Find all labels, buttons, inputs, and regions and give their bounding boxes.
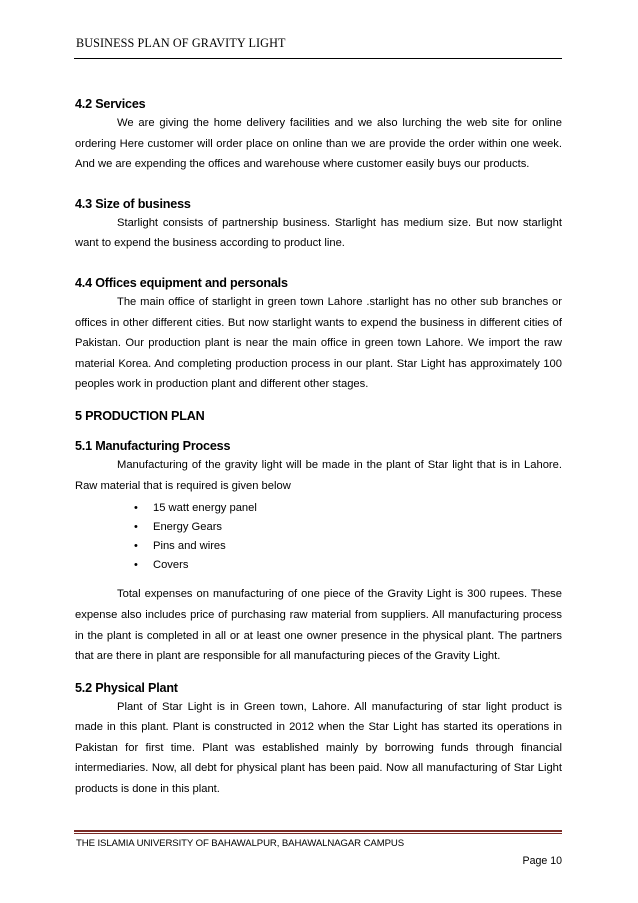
raw-material-list bbox=[75, 499, 562, 574]
list-item-label: Pins and wires bbox=[153, 539, 226, 552]
section-paragraph: Manufacturing of the gravity light will be made in the plant of Star light that is in Lahore. Raw material that is required is given below bbox=[75, 458, 562, 492]
footer-institution: THE ISLAMIA UNIVERSITY OF BAHAWALPUR, BAHAWALNAGAR CAMPUS bbox=[76, 838, 405, 849]
section-heading: 5.1 Manufacturing Process bbox=[75, 438, 231, 453]
list-item-label: Covers bbox=[153, 558, 189, 571]
running-header: BUSINESS PLAN OF GRAVITY LIGHT bbox=[76, 36, 286, 50]
bullet-icon: • bbox=[134, 502, 138, 515]
list-item bbox=[134, 556, 562, 575]
bullet-icon: • bbox=[134, 558, 138, 571]
page-number-value: 10 bbox=[550, 855, 562, 867]
chapter-heading: 5 PRODUCTION PLAN bbox=[75, 408, 205, 423]
section-offices-equipment bbox=[75, 274, 562, 395]
section-paragraph: Total expenses on manufacturing of one piece of the Gravity Light is 300 rupees. These expense also includes price of purchasing raw material from suppliers. All manufacturing process in the plant is completed in all or at least one owner presence in the physical plant. The partners that are there in plant are responsible for all manufacturing pieces of the Gravity Light. bbox=[75, 588, 562, 663]
footer-rule-thin bbox=[74, 833, 562, 834]
section-heading: 5.2 Physical Plant bbox=[75, 680, 178, 695]
bullet-icon: • bbox=[134, 520, 138, 533]
footer-rule bbox=[74, 830, 562, 832]
list-item bbox=[134, 499, 562, 518]
bullet-icon: • bbox=[134, 539, 138, 552]
list-item bbox=[134, 518, 562, 537]
section-size-of-business bbox=[75, 195, 562, 254]
section-paragraph: Starlight consists of partnership business. Starlight has medium size. But now starlight want to expend the business according to product line. bbox=[75, 216, 562, 250]
section-heading: 4.3 Size of business bbox=[75, 196, 191, 211]
section-physical-plant bbox=[75, 679, 562, 800]
section-paragraph: We are giving the home delivery facilities and we also lurching the web site for online ordering Here customer will order place on online than we are provide the order within one week. And we are expending the offices and warehouse where customer easily buys our products. bbox=[75, 117, 562, 171]
section-manufacturing-process bbox=[75, 437, 562, 667]
section-paragraph: Plant of Star Light is in Green town, Lahore. All manufacturing of star light product is made in this plant. Plant is constructed in 2012 when the Star Light has started its operations in Pakistan for first time. Plant was established mainly by borrowing funds through financial intermediaries. Now, all debt for physical plant has been paid. Now all manufacturing of Star Light products is done in this plant. bbox=[75, 700, 562, 796]
page-number bbox=[523, 855, 563, 867]
list-item bbox=[134, 537, 562, 556]
list-item-label: Energy Gears bbox=[153, 520, 223, 533]
page-content bbox=[75, 95, 562, 800]
section-heading: 4.2 Services bbox=[75, 97, 146, 111]
section-production-plan bbox=[75, 407, 562, 425]
header-rule bbox=[74, 58, 562, 59]
section-heading: 4.4 Offices equipment and personals bbox=[75, 275, 288, 290]
page-label: Page bbox=[522, 855, 548, 867]
list-item-label: 15 watt energy panel bbox=[153, 502, 257, 515]
section-services bbox=[75, 95, 562, 175]
section-paragraph: The main office of starlight in green town Lahore .starlight has no other sub branches or offices in other different cities. But now starlight wants to expend the business in different cities of Pakistan. Our production plant is near the main office in green town Lahore. We import the raw material Korea. And completing production process in our plant. Star Light has approximately 100 peoples work in production plant and different other stages. bbox=[75, 295, 562, 391]
